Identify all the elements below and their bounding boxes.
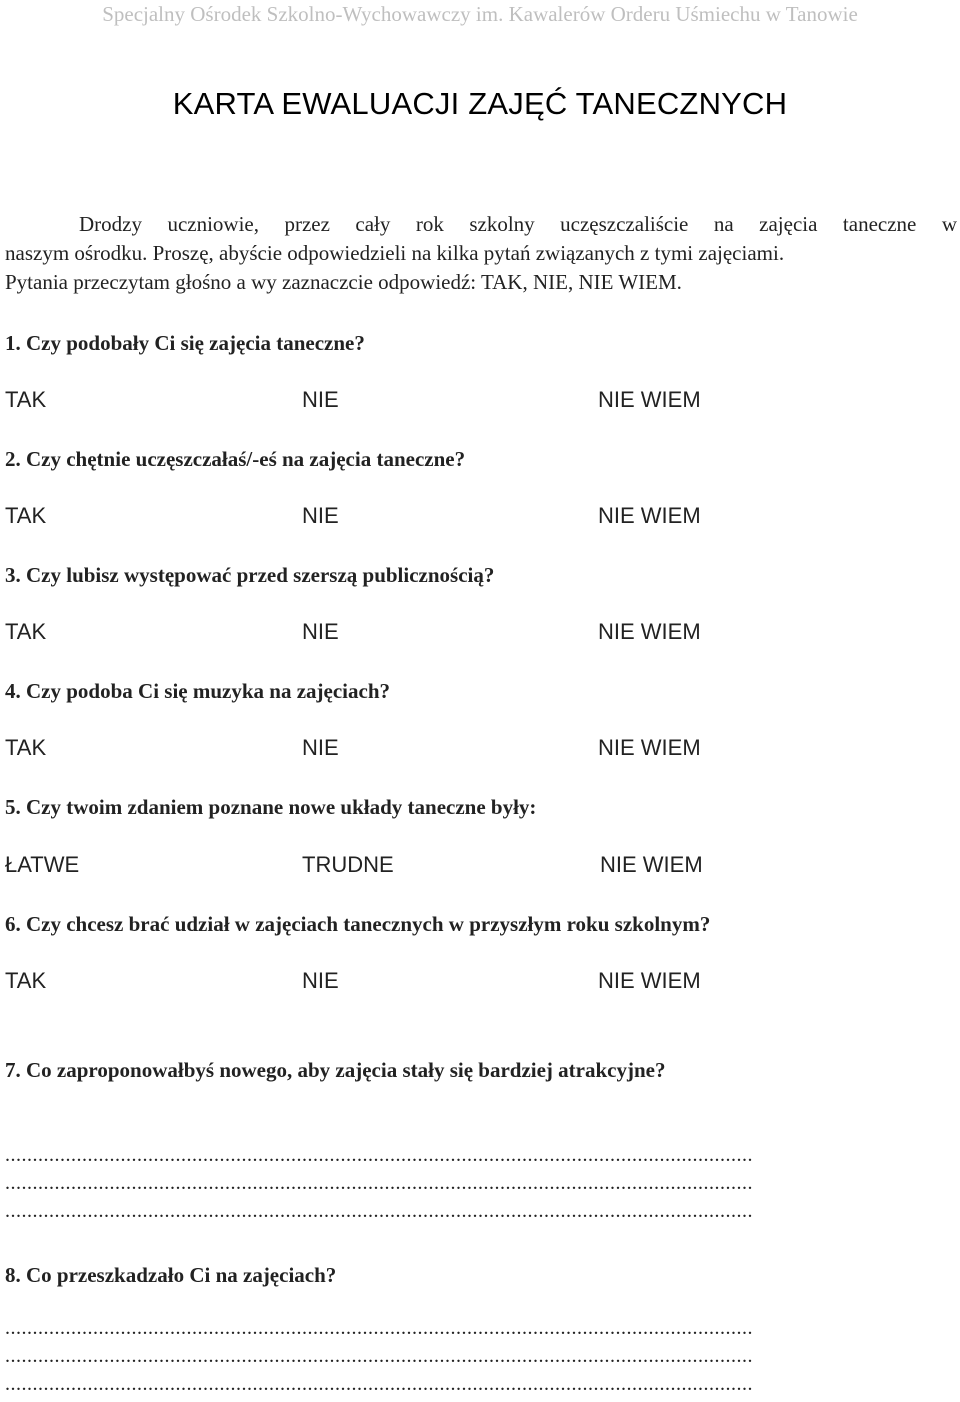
option-tak[interactable]: TAK (5, 619, 47, 644)
intro-line-3: Pytania przeczytam głośno a wy zaznaczcie odpowiedź: TAK, NIE, NIE WIEM. (5, 270, 682, 294)
question-6: 6. Czy chcesz brać udział w zajęciach tanecznych w przyszłym roku szkolnym? (5, 912, 711, 936)
option-latwe[interactable]: ŁATWE (5, 852, 80, 877)
option-nie[interactable]: NIE (302, 968, 339, 993)
question-4: 4. Czy podoba Ci się muzyka na zajęciach? (5, 679, 390, 703)
question-5-options (5, 852, 955, 880)
option-nie-wiem[interactable]: NIE WIEM (598, 619, 701, 644)
question-2-options (5, 503, 955, 531)
option-nie[interactable]: NIE (302, 503, 339, 528)
question-6-options (5, 968, 955, 996)
option-tak[interactable]: TAK (5, 387, 47, 412)
answer-line-7b[interactable]: ........................................................................................................................................ (5, 1172, 753, 1194)
question-5: 5. Czy twoim zdaniem poznane nowe układy taneczne były: (5, 795, 537, 819)
intro-line-2: naszym ośrodku. Proszę, abyście odpowiedzieli na kilka pytań związanych z tymi zajęciami. (5, 241, 785, 265)
option-tak[interactable]: TAK (5, 503, 47, 528)
option-nie-wiem[interactable]: NIE WIEM (600, 852, 703, 877)
option-nie-wiem[interactable]: NIE WIEM (598, 503, 701, 528)
answer-line-7a[interactable]: ........................................................................................................................................ (5, 1144, 753, 1166)
form-title: KARTA EWALUACJI ZAJĘĆ TANECZNYCH (172, 86, 788, 121)
option-nie[interactable]: NIE (302, 387, 339, 412)
option-nie[interactable]: NIE (302, 735, 339, 760)
school-header: Specjalny Ośrodek Szkolno-Wychowawczy im. Kawalerów Orderu Uśmiechu w Tanowie (102, 2, 858, 26)
intro-line-1: Drodzy uczniowie, przez cały rok szkolny uczęszczaliście na zajęcia taneczne w (79, 212, 957, 236)
question-3: 3. Czy lubisz występować przed szerszą publicznością? (5, 563, 495, 587)
answer-line-8a[interactable]: ........................................................................................................................................ (5, 1317, 753, 1339)
question-2: 2. Czy chętnie uczęszczałaś/-eś na zajęcia taneczne? (5, 447, 466, 471)
question-7: 7. Co zaproponowałbyś nowego, aby zajęcia stały się bardziej atrakcyjne? (5, 1058, 666, 1082)
option-nie[interactable]: NIE (302, 619, 339, 644)
option-trudne[interactable]: TRUDNE (302, 852, 394, 877)
answer-line-7c[interactable]: ........................................................................................................................................ (5, 1200, 753, 1222)
question-4-options (5, 735, 955, 763)
option-tak[interactable]: TAK (5, 968, 47, 993)
answer-line-8c[interactable]: ........................................................................................................................................ (5, 1373, 753, 1395)
option-nie-wiem[interactable]: NIE WIEM (598, 387, 701, 412)
option-nie-wiem[interactable]: NIE WIEM (598, 968, 701, 993)
question-8: 8. Co przeszkadzało Ci na zajęciach? (5, 1263, 337, 1287)
question-1-options (5, 387, 955, 415)
answer-line-8b[interactable]: ........................................................................................................................................ (5, 1345, 753, 1367)
question-3-options (5, 619, 955, 647)
option-nie-wiem[interactable]: NIE WIEM (598, 735, 701, 760)
option-tak[interactable]: TAK (5, 735, 47, 760)
intro-paragraph (5, 210, 957, 297)
question-1: 1. Czy podobały Ci się zajęcia taneczne? (5, 331, 365, 355)
